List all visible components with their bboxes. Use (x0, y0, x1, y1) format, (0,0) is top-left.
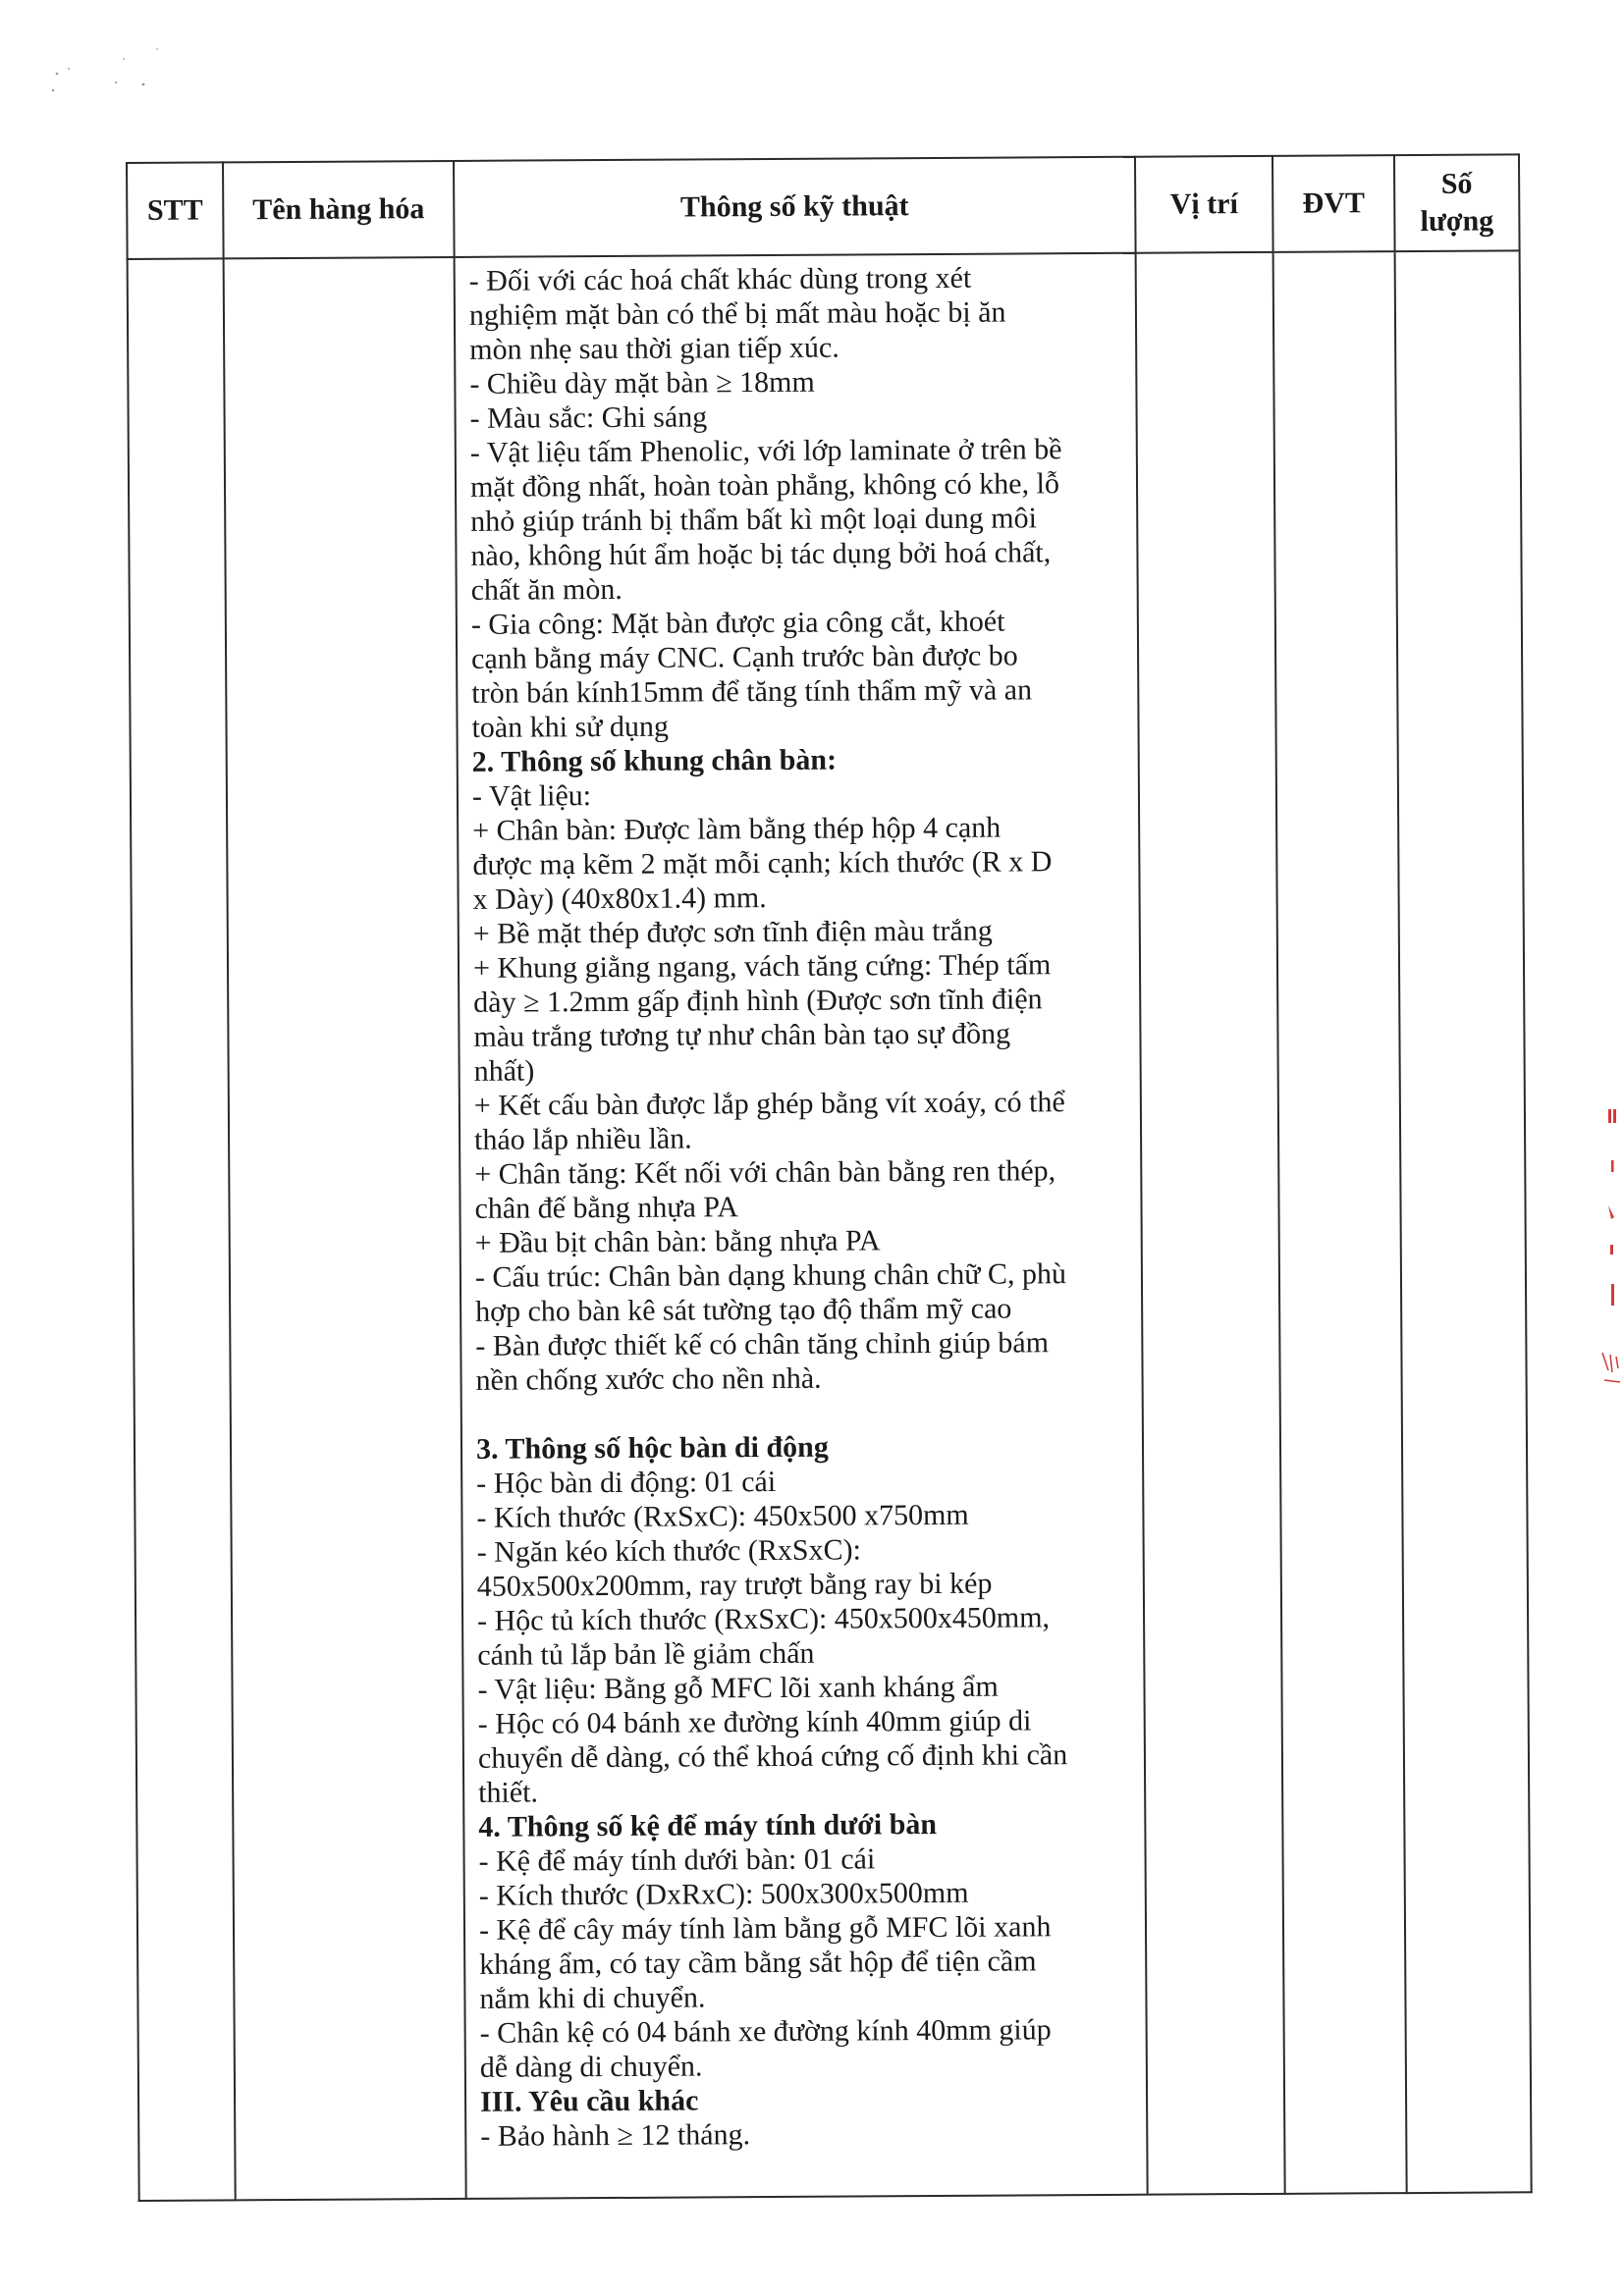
position-cell (1136, 252, 1285, 2195)
spec-line: - Kích thước (DxRxC): 500x300x500mm (478, 1876, 969, 1912)
col-header-stt: STT (127, 162, 224, 259)
spec-line: - Hộc tủ kích thước (RxSxC): 450x500x450mm, (476, 1601, 1051, 1637)
col-header-unit: ĐVT (1272, 155, 1395, 252)
spec-line: - Vật liệu: Bằng gỗ MFC lõi xanh kháng ẩm (477, 1670, 999, 1706)
spec-line: - Ngăn kéo kích thước (RxSxC): (476, 1533, 861, 1569)
spec-line: toàn khi sử dụng (471, 710, 670, 744)
spec-line: - Hộc có 04 bánh xe đường kính 40mm giúp di (477, 1704, 1032, 1740)
scan-specks (47, 39, 165, 128)
spec-line: - Bảo hành ≥ 12 tháng. (480, 2118, 751, 2153)
spec-text-block (456, 254, 1147, 2154)
spec-line: nào, không hút ẩm hoặc bị tác dụng bởi hoá chất, (470, 536, 1052, 572)
spec-line: - Màu sắc: Ghi sáng (469, 400, 708, 435)
spec-line: - Chiều dày mặt bàn ≥ 18mm (469, 365, 815, 400)
spec-line: kháng ẩm, có tay cầm bằng sắt hộp để tiện cầm (479, 1945, 1037, 1981)
quantity-cell (1395, 250, 1532, 2193)
spec-line: được mạ kẽm 2 mặt mỗi cạnh; kích thước (R x D (472, 845, 1053, 881)
spec-line: - Cấu trúc: Chân bàn dạng khung chân chữ C, phù (474, 1257, 1067, 1294)
spec-line: 450x500x200mm, ray trượt bằng ray bi kép (476, 1567, 993, 1603)
spec-line: tròn bán kính15mm để tăng tính thẩm mỹ và an (471, 673, 1033, 710)
spec-line: nhất) (473, 1054, 535, 1088)
spec-line: - Chân kệ có 04 bánh xe đường kính 40mm giúp (479, 2013, 1052, 2050)
spec-line: mòn nhẹ sau thời gian tiếp xúc. (469, 331, 839, 366)
spec-line: + Bề mặt thép được sơn tĩnh điện màu trắng (472, 914, 993, 950)
spec-table (126, 153, 1533, 2202)
spec-line: nền chống xước cho nền nhà. (475, 1362, 822, 1397)
spec-cell (455, 253, 1148, 2199)
spec-line: tháo lắp nhiều lần. (473, 1122, 692, 1156)
spec-line: chuyển dễ dàng, có thể khoá cứng cố định khi cần (477, 1738, 1068, 1775)
spec-line: cánh tủ lắp bản lề giảm chấn (477, 1636, 815, 1672)
spec-line: - Gia công: Mặt bàn được gia công cắt, khoét (470, 605, 1005, 641)
spec-blank-line (476, 1394, 1128, 1432)
item-name-cell (224, 257, 466, 2200)
table-row (128, 250, 1532, 2201)
col-header-spec: Thông số kỹ thuật (454, 157, 1136, 257)
col-header-name: Tên hàng hóa (223, 161, 455, 258)
spec-line: - Vật liệu tấm Phenolic, với lớp laminate ở trên bề (469, 433, 1062, 469)
spec-line: hợp cho bàn kê sát tường tạo độ thẩm mỹ cao (475, 1292, 1012, 1328)
spec-line: + Kết cấu bàn được lắp ghép bằng vít xoáy, có thể (473, 1086, 1065, 1122)
spec-line: - Bàn được thiết kế có chân tăng chỉnh giúp bám (475, 1326, 1050, 1362)
spec-line: cạnh bằng máy CNC. Cạnh trước bàn được bo (470, 639, 1018, 675)
spec-line: - Kệ để máy tính dưới bàn: 01 cái (478, 1842, 876, 1878)
col-header-position: Vị trí (1135, 156, 1273, 253)
spec-line: + Khung giằng ngang, vách tăng cứng: Thép tấm (472, 948, 1052, 985)
spec-line: - Đối với các hoá chất khác dùng trong xét (468, 261, 972, 297)
col-header-quantity (1394, 154, 1520, 251)
spec-line: + Chân tăng: Kết nối với chân bàn bằng ren thép, (474, 1154, 1056, 1191)
spec-line: + Đầu bịt chân bàn: bằng nhựa PA (474, 1224, 881, 1259)
spec-section-heading: III. Yêu cầu khác (479, 2084, 699, 2118)
spec-line: nhỏ giúp tránh bị thẩm bất kì một loại dung môi (470, 502, 1037, 538)
spec-line: chân đế bằng nhựa PA (474, 1191, 739, 1225)
spec-line: - Hộc bàn di động: 01 cái (476, 1465, 777, 1500)
spec-section-heading: 2. Thông số khung chân bàn: (471, 743, 838, 778)
spec-line: - Kệ để cây máy tính làm bằng gỗ MFC lõi xanh (478, 1910, 1052, 1947)
margin-stamp-marks (1598, 1090, 1624, 1414)
quantity-header-label: Số lượng (1420, 167, 1494, 238)
stt-cell (128, 258, 236, 2201)
spec-line: - Vật liệu: (471, 779, 592, 813)
spec-line: - Kích thước (RxSxC): 450x500 x750mm (476, 1498, 969, 1534)
spec-line: dày ≥ 1.2mm gấp định hình (Được sơn tĩnh điện (473, 983, 1043, 1019)
spec-line: nghiệm mặt bàn có thể bị mất màu hoặc bị ăn (468, 295, 1006, 332)
spec-line: màu trắng tương tự như chân bàn tạo sự đồng (473, 1017, 1011, 1053)
spec-line: thiết. (478, 1776, 539, 1809)
unit-cell (1273, 251, 1407, 2194)
spec-section-heading: 3. Thông số hộc bàn di động (475, 1430, 829, 1466)
spec-section-heading: 4. Thông số kệ để máy tính dưới bàn (478, 1807, 938, 1843)
spec-line: + Chân bàn: Được làm bằng thép hộp 4 cạnh (472, 811, 1001, 847)
header-row (127, 154, 1520, 259)
spec-line: chất ăn mòn. (470, 572, 623, 607)
spec-line: mặt đồng nhất, hoàn toàn phẳng, không có khe, lỗ (469, 467, 1060, 504)
spec-line: x Dày) (40x80x1.4) mm. (472, 881, 767, 916)
spec-line: nắm khi di chuyển. (479, 1981, 706, 2015)
spec-line: dễ dàng di chuyển. (479, 2050, 703, 2084)
